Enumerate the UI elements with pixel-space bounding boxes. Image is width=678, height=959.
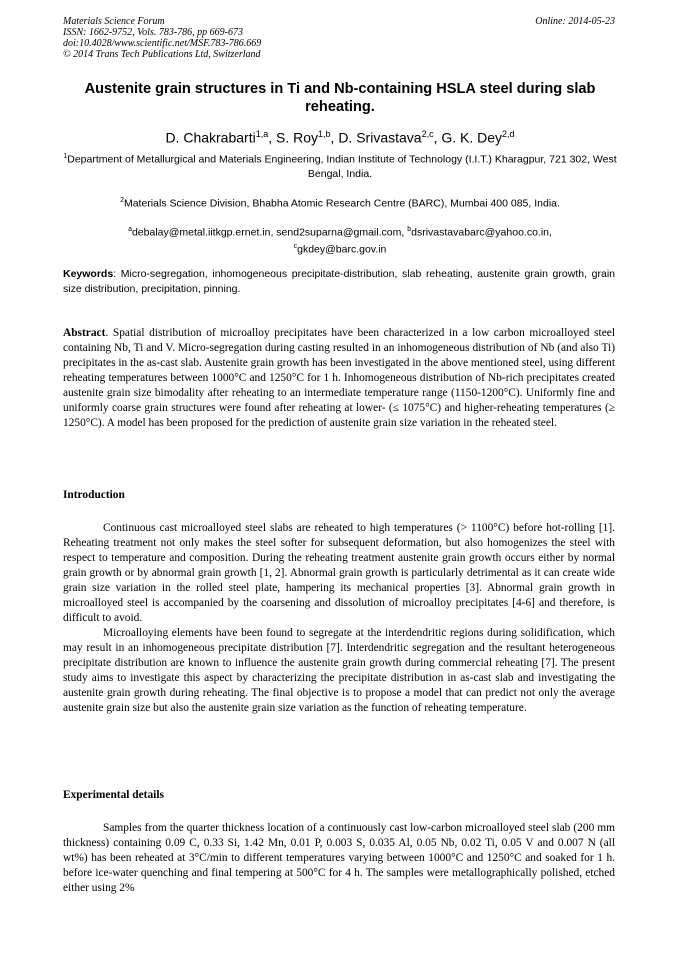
online-date: Online: 2014-05-23 [535, 16, 615, 27]
email[interactable]: gkdey@barc.gov.in [297, 243, 387, 255]
email-sup: c [293, 242, 298, 250]
email[interactable]: dsrivastavabarc@yahoo.co.in, [411, 226, 552, 239]
email[interactable]: debalay@metal.iitkgp.ernet.in, [131, 226, 277, 239]
issn: ISSN: 1662-9752, Vols. 783-786, pp 669-673 [63, 27, 243, 38]
email[interactable]: send2suparna@gmail.com, [276, 226, 408, 239]
affiliation-sup: 1 [63, 153, 68, 160]
keywords [63, 267, 615, 297]
email-list [55, 223, 625, 256]
introduction-body [63, 521, 615, 716]
section-heading-experimental: Experimental details [63, 789, 164, 801]
journal-header [63, 16, 615, 60]
author-sup: 2,d [502, 129, 515, 139]
author-sup: 1,a [255, 129, 269, 139]
email-sup: b [407, 226, 412, 233]
paragraph: Continuous cast microalloyed steel slabs are reheated to high temperatures (> 1100°C) before hot-rolling [1]. Reheating treatment not only makes the steel softer for subsequent deformation, but also homogenizes the steel with respect to temperature and composition. During the reheating treatment austenite grain growth occurs either by normal grain growth or by abnormal grain growth [1, 2]. Abnormal grain growth is particularly detrimental as it can create wide grain size variation in the rolled steel plate, hampering its mechanical properties [3]. Abnormal grain growth in microalloyed steel is accompanied by the coarsening and dissolution of microalloy precipitates [4-6] and therefore, is difficult to avoid. [63, 522, 615, 624]
copyright: © 2014 Trans Tech Publications Ltd, Switzerland [63, 49, 261, 60]
affiliation-1 [55, 150, 625, 181]
affiliation-2 [55, 194, 625, 211]
paper-title: Austenite grain structures in Ti and Nb-containing HSLA steel during slab reheating. [84, 81, 596, 115]
experimental-body [63, 821, 615, 896]
keywords-label: Keywords [63, 268, 114, 280]
abstract-text: . Spatial distribution of microalloy precipitates have been characterized in a low carbon microalloyed steel containing Nb, Ti and V. Micro-segregation during casting resulted in an inhomogeneous distribution of Nb (and also Ti) precipitates in the as-cast slab. Austenite grain growth has been investigated in the above mentioned steel, using different reheating temperatures between 1000°C and 1250°C for 1 h. Inhomogeneous distribution of Nb-rich precipitates created austenite grain size bimodality after reheating to an intermediate temperature range (1150-1200°C). Uniformly fine and uniformly coarse grain structures were found after reheating at lower- (≤ 1075°C) and higher-reheating temperatures (≥ 1250°C). A model has been proposed for the prediction of austenite grain size variation in the reheated steel. [63, 327, 615, 429]
doi: doi:10.4028/www.scientific.net/MSF.783-786.669 [63, 38, 262, 49]
affiliation-sup: 2 [120, 197, 124, 204]
affiliation-text: Department of Metallurgical and Materials Engineering, Indian Institute of Technology (I.I.T.) Kharagpur, 721 302, West Bengal, India. [67, 153, 617, 180]
author: D. Chakrabarti [165, 129, 256, 146]
author-sup: 1,b [318, 129, 331, 139]
author: S. Roy [276, 129, 319, 146]
abstract-label: Abstract [63, 327, 106, 339]
author: G. K. Dey [441, 129, 503, 146]
paragraph: Microalloying elements have been found to segregate at the interdendritic regions during solidification, which may result in an inhomogeneous precipitate distribution [7]. Interdendritic segregation and the resultant heterogeneous precipitate distribution are known to influence the austenite grain growth during commercial reheating [7]. The present study aims to investigate this aspect by characterizing the precipitate distribution in as-cast slab and investigating the austenite grain growth during reheating. The final objective is to propose a model that can predict not only the average austenite grain size but also the austenite grain size variation as the function of reheating temperature. [63, 627, 615, 714]
section-heading-introduction: Introduction [63, 489, 125, 501]
journal-name: Materials Science Forum [63, 16, 165, 27]
email-sup: a [128, 226, 132, 233]
abstract [63, 326, 615, 431]
author-sup: 2,c [421, 129, 434, 139]
author: D. Srivastava [338, 129, 422, 146]
author-list: D. Chakrabarti$^{1,a}$, S. Roy$^{1,b}$, D. Srivastava$^{2,c}$, G. K. Dey$^{2,d}$ [165, 129, 515, 146]
affiliation-text: Materials Science Division, Bhabha Atomic Research Centre (BARC), Mumbai 400 085, India. [123, 197, 560, 210]
paragraph: Samples from the quarter thickness location of a continuously cast low-carbon microalloyed steel slab (200 mm thickness) containing 0.09 C, 0.33 Si, 1.42 Mn, 0.01 P, 0.003 S, 0.035 Al, 0.05 Nb, 0.02 Ti, 0.05 V and 0.007 N (all wt%) has been reheated at 3°C/min to different temperatures varying between 1000°C and 1250°C and soaked for 1 h. before ice-water quenching and final tempering at 500°C for 4 h. The samples were metallographically polished, etched either using 2% [63, 822, 615, 894]
keywords-text: : Micro-segregation, inhomogeneous precipitate-distribution, slab reheating, austenite grain growth, grain size distribution, precipitation, pinning. [63, 268, 615, 295]
